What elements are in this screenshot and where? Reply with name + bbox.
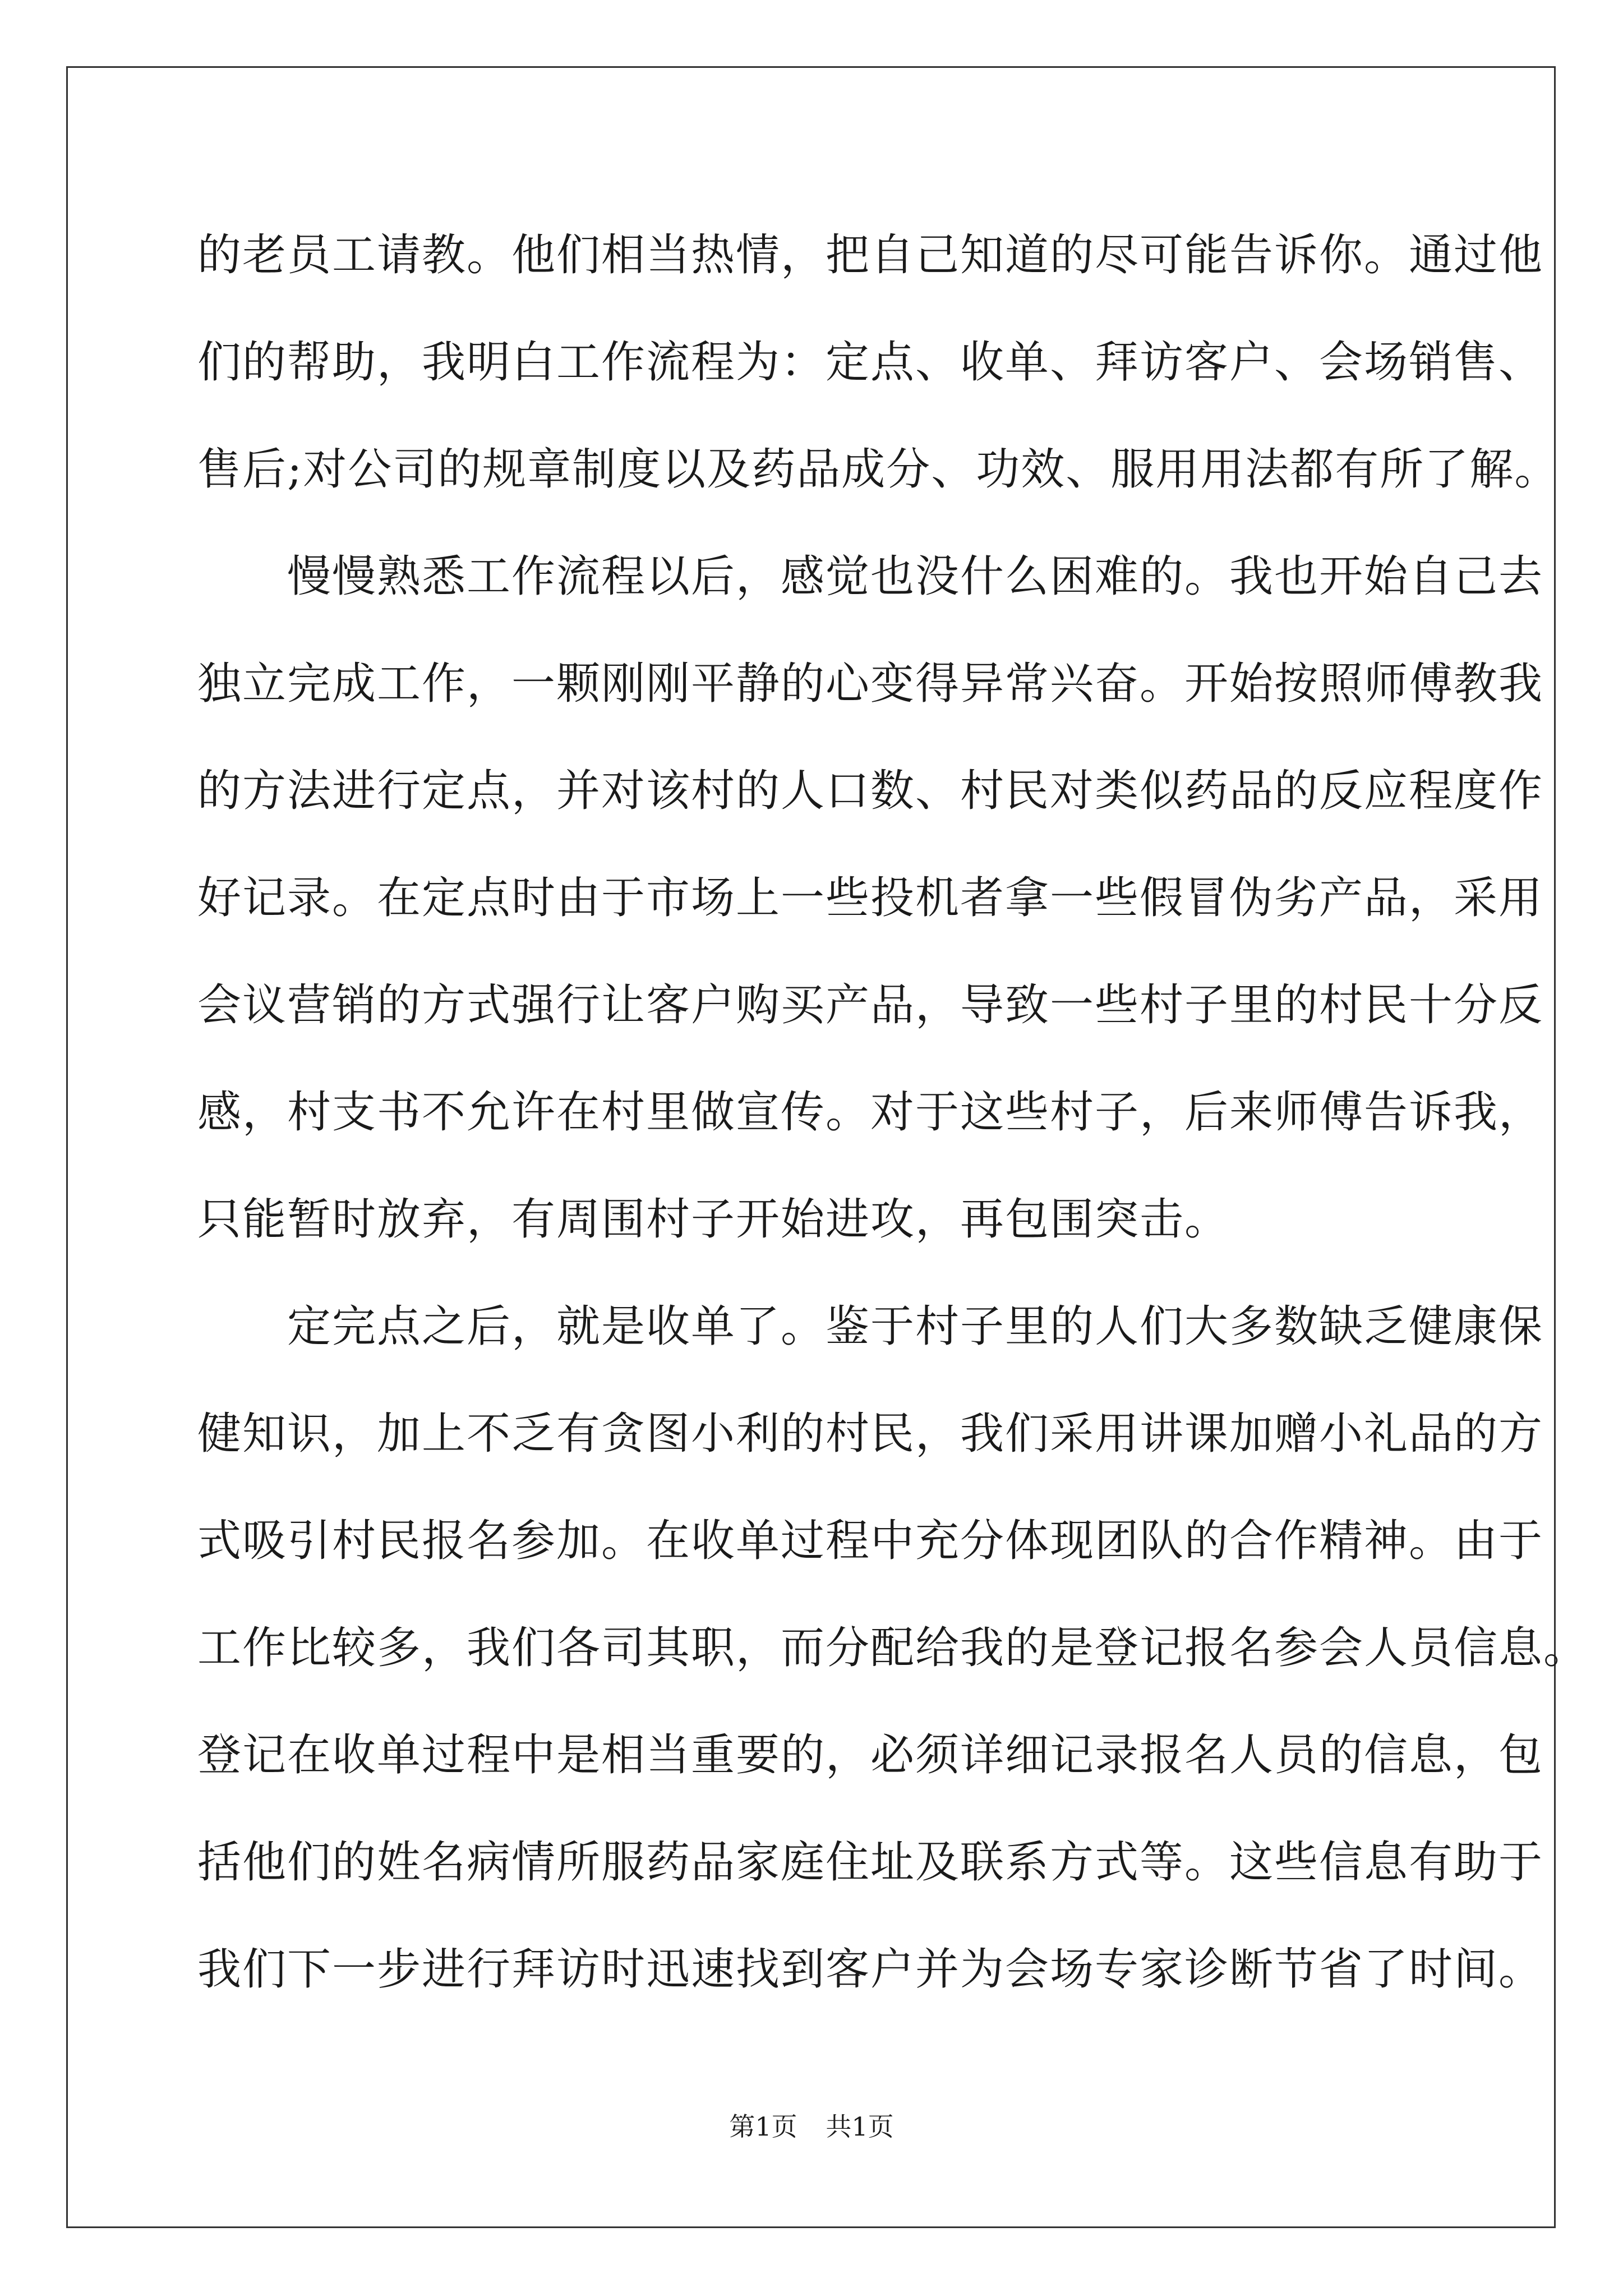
text-line: 登记在收单过程中是相当重要的，必须详细记录报名人员的信息，包	[197, 1730, 1544, 1780]
text-line: 健知识，加上不乏有贪图小利的村民，我们采用讲课加赠小礼品的方	[197, 1409, 1544, 1459]
page-footer	[0, 2106, 1623, 2143]
text-line: 好记录。在定点时由于市场上一些投机者拿一些假冒伪劣产品，采用	[197, 873, 1544, 923]
page-number-current: 第1页	[729, 2111, 797, 2142]
document-body	[197, 202, 1589, 2023]
text-line: 们的帮助，我明白工作流程为：定点、收单、拜访客户、会场销售、	[197, 337, 1544, 388]
text-line: 的老员工请教。他们相当热情，把自己知道的尽可能告诉你。通过他	[197, 230, 1544, 280]
text-line: 独立完成工作，一颗刚刚平静的心变得异常兴奋。开始按照师傅教我	[197, 659, 1544, 709]
text-line: 售后;对公司的规章制度以及药品成分、功效、服用用法都有所了解。	[197, 444, 1560, 495]
text-line: 的方法进行定点，并对该村的人口数、村民对类似药品的反应程度作	[197, 766, 1544, 816]
text-line: 我们下一步进行拜访时迅速找到客户并为会场专家诊断节省了时间。	[197, 1944, 1544, 1995]
text-line: 只能暂时放弃，有周围村子开始进攻，再包围突击。	[197, 1194, 1230, 1245]
text-line: 括他们的姓名病情所服药品家庭住址及联系方式等。这些信息有助于	[197, 1837, 1544, 1888]
text-line: 感，村支书不允许在村里做宣传。对于这些村子，后来师傅告诉我，	[197, 1087, 1544, 1138]
text-line: 定完点之后，就是收单了。鉴于村子里的人们大多数缺乏健康保	[197, 1301, 1544, 1352]
text-line: 慢慢熟悉工作流程以后，感觉也没什么困难的。我也开始自己去	[197, 551, 1544, 602]
text-line: 工作比较多，我们各司其职，而分配给我的是登记报名参会人员信息。	[197, 1623, 1589, 1673]
text-line: 会议营销的方式强行让客户购买产品，导致一些村子里的村民十分反	[197, 980, 1544, 1030]
page-number-total: 共1页	[826, 2111, 894, 2142]
text-line: 式吸引村民报名参加。在收单过程中充分体现团队的合作精神。由于	[197, 1516, 1544, 1566]
